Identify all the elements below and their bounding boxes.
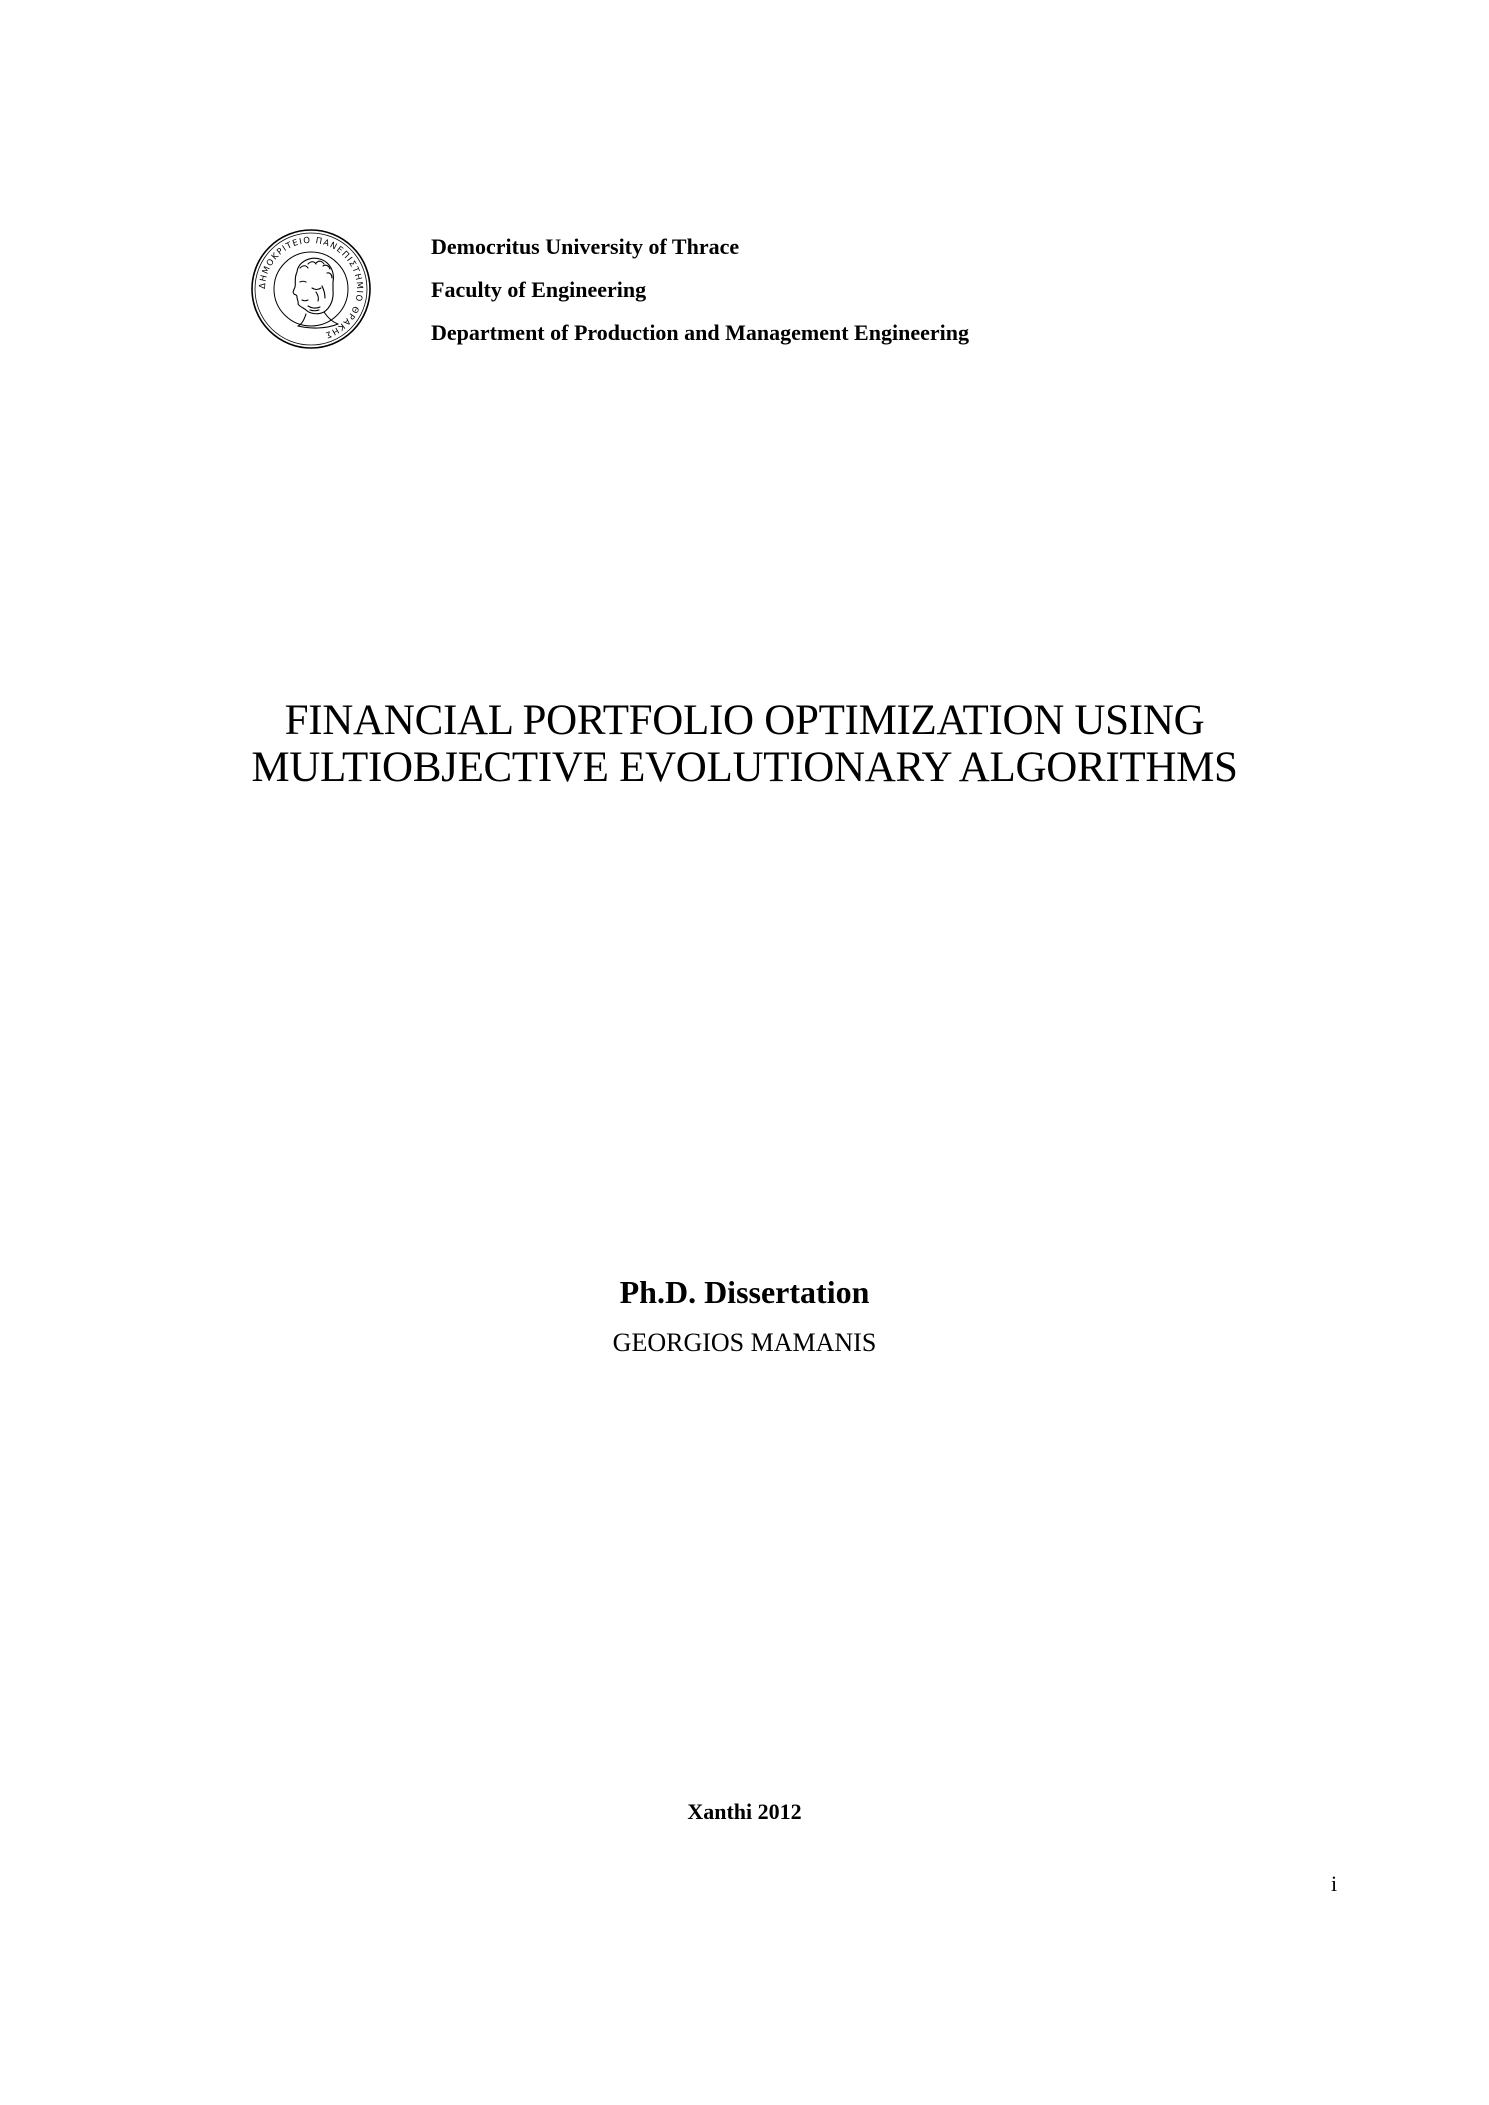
university-name: Democritus University of Thrace [431, 234, 740, 259]
dissertation-type: Ph.D. Dissertation [619, 1274, 870, 1310]
title-line-2: MULTIOBJECTIVE EVOLUTIONARY ALGORITHMS [251, 744, 1238, 791]
university-seal-icon [250, 228, 372, 350]
institution-header [431, 236, 1331, 365]
page-number: i [1331, 1871, 1338, 1896]
author-name: GEORGIOS MAMANIS [612, 1328, 877, 1357]
faculty-name: Faculty of Engineering [431, 277, 647, 302]
place-and-year: Xanthi 2012 [687, 1799, 802, 1824]
dissertation-title [0, 697, 1489, 791]
title-line-1: FINANCIAL PORTFOLIO OPTIMIZATION USING [284, 697, 1205, 744]
department-name: Department of Production and Management Engineering [431, 320, 969, 345]
seal-text: ΔΗΜΟΚΡΙΤΕΙΟ ΠΑΝΕΠΙΣΤΗΜΙΟ ΘΡΑΚΗΣ [257, 235, 365, 340]
